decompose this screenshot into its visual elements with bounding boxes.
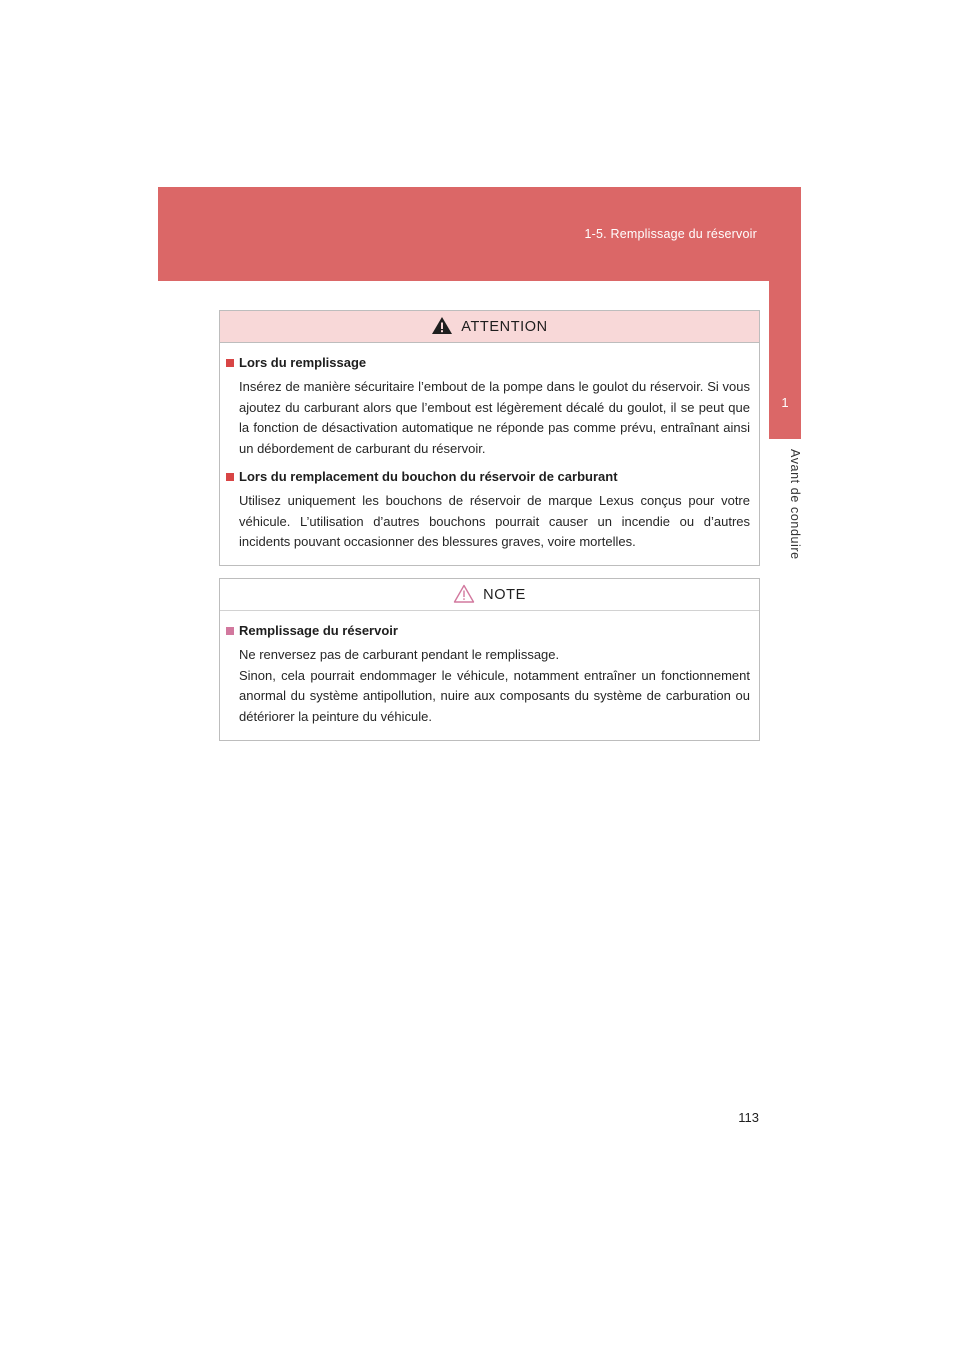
attention-header <box>220 311 759 343</box>
note-box <box>219 578 760 741</box>
page-number: 113 <box>738 1110 759 1125</box>
attention-item-title <box>226 467 750 487</box>
attention-box <box>219 310 760 566</box>
note-item-text <box>226 645 750 727</box>
note-body <box>220 611 759 727</box>
chapter-label: Avant de conduire <box>788 449 802 560</box>
attention-item-title-text: Lors du remplacement du bouchon du réservoir de carburant <box>239 469 618 484</box>
attention-item-title-text: Lors du remplissage <box>239 355 367 370</box>
note-title: NOTE <box>483 586 526 603</box>
red-square-bullet-icon <box>226 473 234 481</box>
note-header <box>220 579 759 611</box>
chapter-number: 1 <box>781 395 789 410</box>
attention-item-title <box>226 353 750 373</box>
note-item-line: Sinon, cela pourrait endommager le véhicule, notamment entraîner un fonctionnement anormal du système antipollution, nuire aux composants du système de carburation ou détériorer la peinture du véhicule. <box>239 667 750 724</box>
section-title: 1-5. Remplissage du réservoir <box>584 227 757 241</box>
attention-item-text: Utilisez uniquement les bouchons de réservoir de marque Lexus conçus pour votre véhicule. L’utilisation d’autres bouchons pourrait causer un incendie ou d’autres incidents pouvant occasionner des blessures graves, voire mortelles. <box>239 493 750 549</box>
warning-triangle-icon <box>431 318 453 335</box>
header-band <box>158 187 801 281</box>
attention-body <box>220 343 759 553</box>
warning-triangle-outline-icon <box>453 586 475 603</box>
attention-item-text: Insérez de manière sécuritaire l’embout de la pompe dans le goulot du réservoir. Si vous ajoutez du carburant alors que l’embout est légèrement décalé du goulot, il se peut que la fonction de désactivation automatique ne réponde pas comme prévu, entraînant ainsi un débordement de carburant du réservoir. <box>239 379 750 456</box>
note-item-title-text: Remplissage du réservoir <box>239 623 398 638</box>
chapter-tab <box>769 281 801 439</box>
note-item-line: Ne renversez pas de carburant pendant le remplissage. <box>239 647 560 662</box>
note-item-title <box>226 621 750 641</box>
red-square-bullet-icon <box>226 359 234 367</box>
pink-square-bullet-icon <box>226 627 234 635</box>
attention-title: ATTENTION <box>461 318 548 335</box>
